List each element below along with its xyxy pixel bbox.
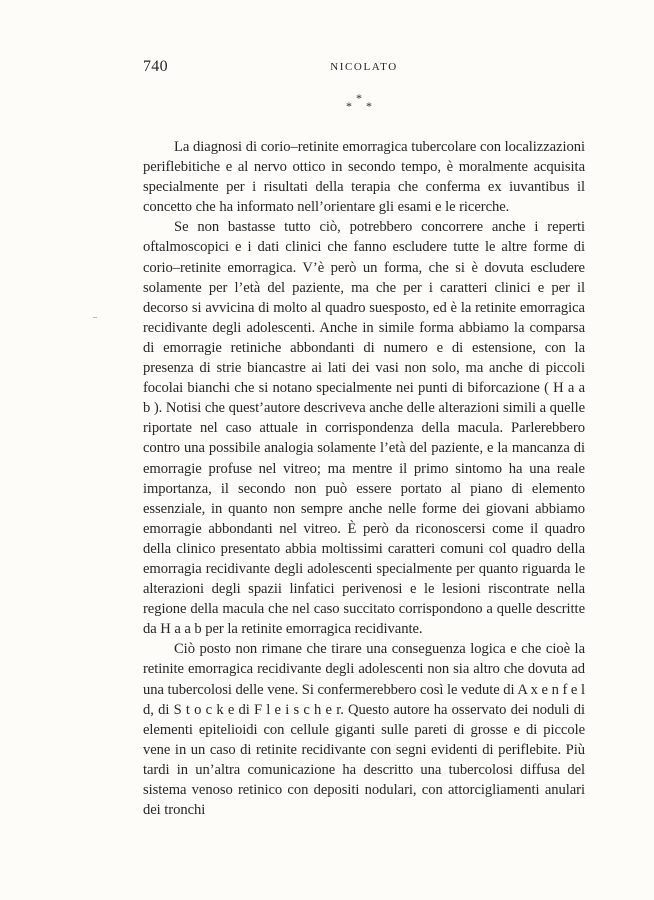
page-number: 740 bbox=[143, 58, 168, 75]
asterism-star-left: * bbox=[346, 99, 352, 113]
asterism-star-right: * bbox=[366, 99, 372, 113]
paragraph-3: Ciò posto non rimane che tirare una conseguenza logica e che cioè la retinite emorragica recidivante degli adolescenti non sia altro che dovuta ad una tubercolosi delle vene. Si confermerebbero così le vedute di A x e n f e l d, di S t o c k e di F l e i s c h e r. Questo autore ha osservato dei noduli di elementi epitelioidi con cellule giganti sulle pareti di grosse e di piccole vene in un caso di retinite recidivante con segni evidenti di periflebite. Più tardi in un’altra comunicazione ha descritto una tubercolosi diffusa del sistema venoso retinico con depositi nodulari, con attorcigliamenti anulari dei tronchi bbox=[143, 641, 585, 819]
paragraph-1: La diagnosi di corio–retinite emorragica tubercolare con localizzazioni periflebitiche e al nervo ottico in secondo tempo, è moralmente acquisita specialmente per i risultati della terapia che conferma ex iuvantibus il concetto che ha informato nell’orientare gli esami e le ricerche. bbox=[143, 139, 585, 216]
paragraph-2: Se non bastasse tutto ciò, potrebbero concorrere anche i reperti oftalmoscopici e i dati clinici che fanno escludere tutte le altre forme di corio–retinite emorragica. V’è però un forma, che si è dovuta escludere solamente per l’età del paziente, ma che per i caratteri clinici e per il decorso si avvicina di molto al quadro suesposto, ed è la retinite emorragica recidivante degli adolescenti. Anche in simile forma abbiamo la comparsa di emorragie retiniche abbondanti di numero e di estensione, con la presenza di strie biancastre ai lati dei vasi non solo, ma anche di piccoli focolai bianchi che si notano specialmente nei punti di biforcazione ( H a a b ). Notisi che quest’autore descriveva anche delle alterazioni simili a quelle riportate nel caso attuale in corrispondenza della macula. Parlerebbero contro una possibile analogia solamente l’età del paziente, e la mancanza di emorragie profuse nel vitreo; ma mentre il primo sintomo ha una reale importanza, il secondo non può essere portato al piano di elemento essenziale, in quanto non sempre anche nelle forme dei giovani abbiamo emorragie abbondanti nel vitreo. È però da riconoscersi come il quadro della clinico presentato abbia moltissimi caratteri comuni col quadro della emorragia recidivante degli adolescenti specialmente per quanto riguarda le alterazioni degli spazii linfatici perivenosi e le lesioni riscontrate nella regione della macula che nel caso succitato corrispondono a quelle descritte da H a a b per la retinite emorragica recidivante. bbox=[143, 219, 585, 638]
asterism-star-top: * bbox=[356, 91, 362, 105]
running-head: NICOLATO bbox=[330, 61, 398, 73]
page-header bbox=[143, 58, 585, 82]
asterism-section-break bbox=[341, 92, 379, 118]
margin-mark bbox=[93, 317, 97, 318]
body-text bbox=[143, 137, 585, 820]
